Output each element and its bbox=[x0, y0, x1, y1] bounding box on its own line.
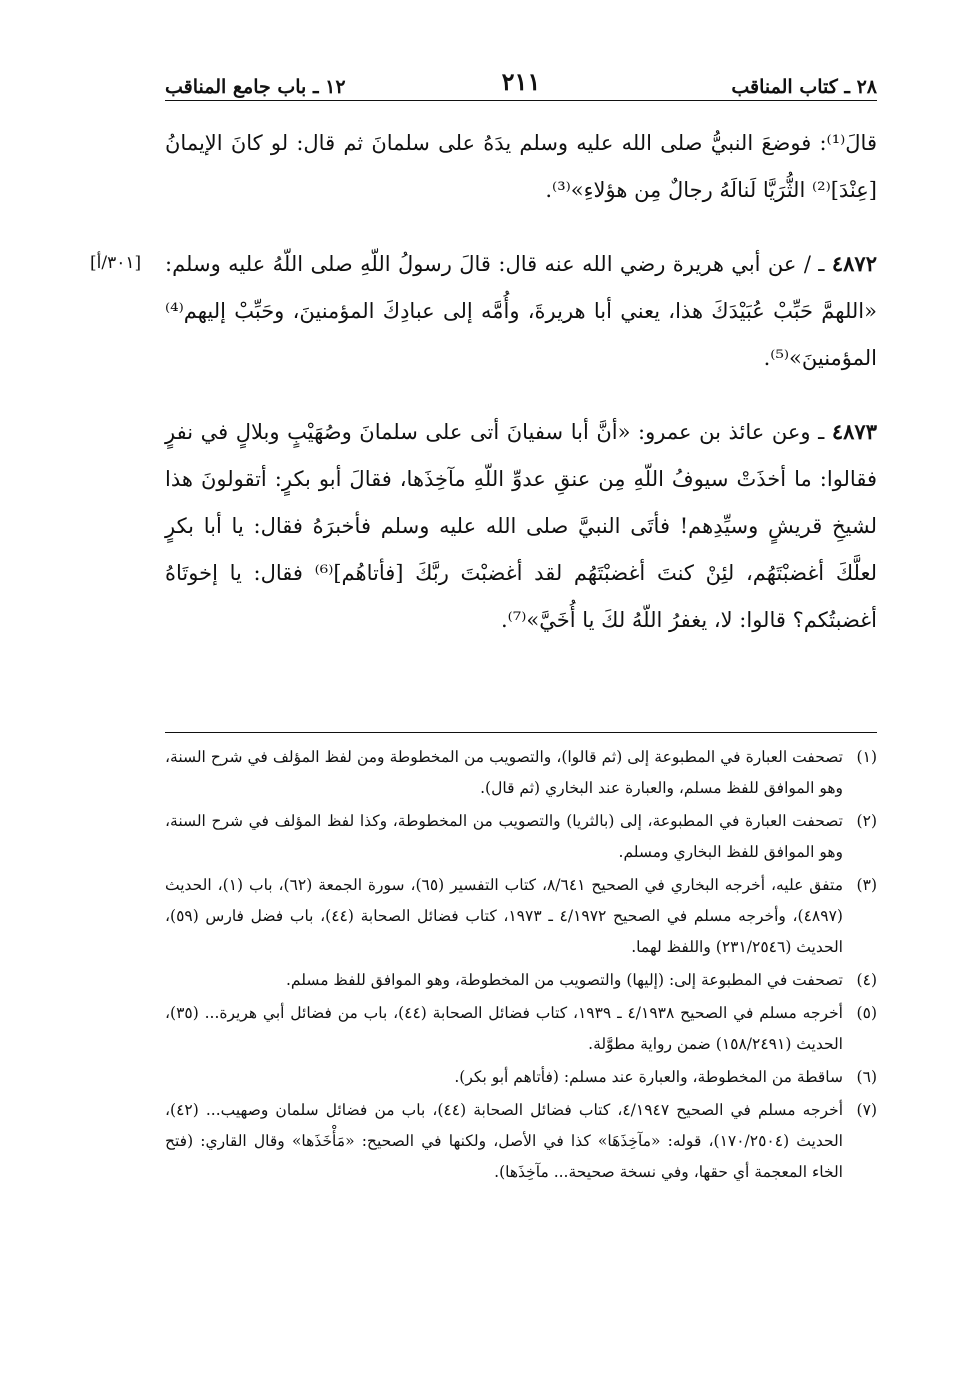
footnote-number: (٢) bbox=[856, 812, 877, 830]
footnote bbox=[165, 998, 877, 1060]
hadith-text: ـ / عن أبي هريرة رضي الله عنه قال: قالَ رسولُ اللّهِ صلى اللّهُ عليه وسلم: «اللهمَّ حَبِّبْ عُبَيْدَكَ هذا، يعني أبا هريرةَ، وأُمَّه إلى عبادِكَ المؤمنينَ، وحَبِّبْ إليهم⁽⁴⁾ المؤمنينَ»⁽⁵⁾. bbox=[165, 252, 877, 370]
paragraph-1: قالَ⁽¹⁾: فوضعَ النبيُّ صلى الله عليه وسلم يدَهُ على سلمانَ ثم قال: لو كانَ الإيمانُ [عِنْدَ]⁽²⁾ الثُّرَيَّا لَنالَهُ رجالٌ مِن هؤلاءِ»⁽³⁾. bbox=[165, 131, 877, 202]
footnote bbox=[165, 870, 877, 963]
footnote-divider bbox=[165, 732, 877, 733]
footnote bbox=[165, 965, 877, 996]
footnote bbox=[165, 1095, 877, 1188]
footnote-text: أخرجه مسلم في الصحيح ٤/١٩٤٧، كتاب فضائل الصحابة (٤٤)، باب من فضائل سلمان وصهيب... (٤٢)، الحديث (١٧٠/٢٥٠٤)، قوله: «مآخِذَهَا» كذا في الأصل، ولكنها في الصحيح: «مَأْخَذَها» وقال القاري: (فتح الخاء المعجمة أي حقها، وفي نسخة صحيحة... مآخِذَها). bbox=[165, 1101, 843, 1181]
header-divider bbox=[165, 100, 877, 101]
hadith-4872 bbox=[165, 240, 877, 382]
hadith-text: ـ وعن عائذ بن عمرو: «أنَّ أبا سفيانَ أتى على سلمانَ وصُهَيْبٍ وبلالٍ في نفرٍ فقالوا: ما أخذَتْ سيوفُ اللّهِ مِن عنقِ عدوِّ اللّهِ مآخِذَها، فقالَ أبو بكرٍ: أتقولونَ هذا لشيخِ قريشٍ وسيِّدِهم! فأتَى النبيَّ صلى الله عليه وسلم فأخبرَهُ فقال: يا أبا بكرٍ لعلَّكَ أغضبْتَهُم، لئِنْ كنتَ أغضبْتَهُم لقد أغضبْتَ ربَّكَ [فأتاهُم]⁽⁶⁾ فقال: يا إخوتَاهُ أغضبتُكم؟ قالوا: لا، يغفرُ اللّهُ لكَ يا أُخَيَّ»⁽⁷⁾. bbox=[165, 420, 877, 632]
footnote-text: تصحفت العبارة في المطبوعة إلى (ثم قالوا)، والتصويب من المخطوطة ومن لفظ المؤلف في شرح السنة، وهو الموافق للفظ مسلم، والعبارة عند البخاري (ثم قال). bbox=[165, 748, 843, 797]
main-text bbox=[165, 120, 877, 644]
page-number: ٢١١ bbox=[501, 67, 541, 96]
footnote-text: ساقطة من المخطوطة، والعبارة عند مسلم: (فأتاهم أبو بكر). bbox=[454, 1068, 843, 1086]
footnote-text: تصحفت العبارة في المطبوعة، إلى (بالثريا) والتصويب من المخطوطة، وكذا لفظ المؤلف في شرح السنة، وهو الموافق للفظ البخاري ومسلم. bbox=[165, 812, 843, 861]
footnote-number: (٥) bbox=[856, 1004, 877, 1022]
hadith-number: ٤٨٧٢ bbox=[831, 251, 877, 276]
manuscript-folio-marker: [٣٠١/أ] bbox=[90, 253, 142, 273]
footnote-text: متفق عليه، أخرجه البخاري في الصحيح ٨/٦٤١، كتاب التفسير (٦٥)، سورة الجمعة (٦٢)، باب (١)، الحديث (٤٨٩٧)، وأخرجه مسلم في الصحيح ٤/١٩٧٢ ـ ١٩٧٣، كتاب فضائل الصحابة (٤٤)، باب فضل فارس (٥٩)، الحديث (٢٣١/٢٥٤٦) واللفظ لهما. bbox=[165, 876, 843, 956]
footnote bbox=[165, 806, 877, 868]
footnotes bbox=[165, 742, 877, 1190]
hadith-number: ٤٨٧٣ bbox=[831, 419, 877, 444]
hadith-4873 bbox=[165, 408, 877, 644]
footnote-number: (٧) bbox=[856, 1101, 877, 1119]
header-book-title: ٢٨ ـ كتاب المناقب bbox=[731, 76, 877, 98]
footnote-number: (١) bbox=[856, 748, 877, 766]
footnote-text: أخرجه مسلم في الصحيح ٤/١٩٣٨ ـ ١٩٣٩، كتاب فضائل الصحابة (٤٤)، باب من فضائل أبي هريرة... (٣٥)، الحديث (١٥٨/٢٤٩١) ضمن رواية مطوَّلة. bbox=[165, 1004, 843, 1053]
footnote bbox=[165, 742, 877, 804]
footnote-text: تصحفت في المطبوعة إلى: (إليها) والتصويب من المخطوطة، وهو الموافق للفظ مسلم. bbox=[286, 971, 843, 989]
footnote-number: (٦) bbox=[856, 1068, 877, 1086]
footnote-number: (٣) bbox=[856, 876, 877, 894]
page-header bbox=[165, 58, 877, 98]
footnote-number: (٤) bbox=[856, 971, 877, 989]
footnote bbox=[165, 1062, 877, 1093]
header-chapter-title: ١٢ ـ باب جامع المناقب bbox=[165, 76, 346, 98]
